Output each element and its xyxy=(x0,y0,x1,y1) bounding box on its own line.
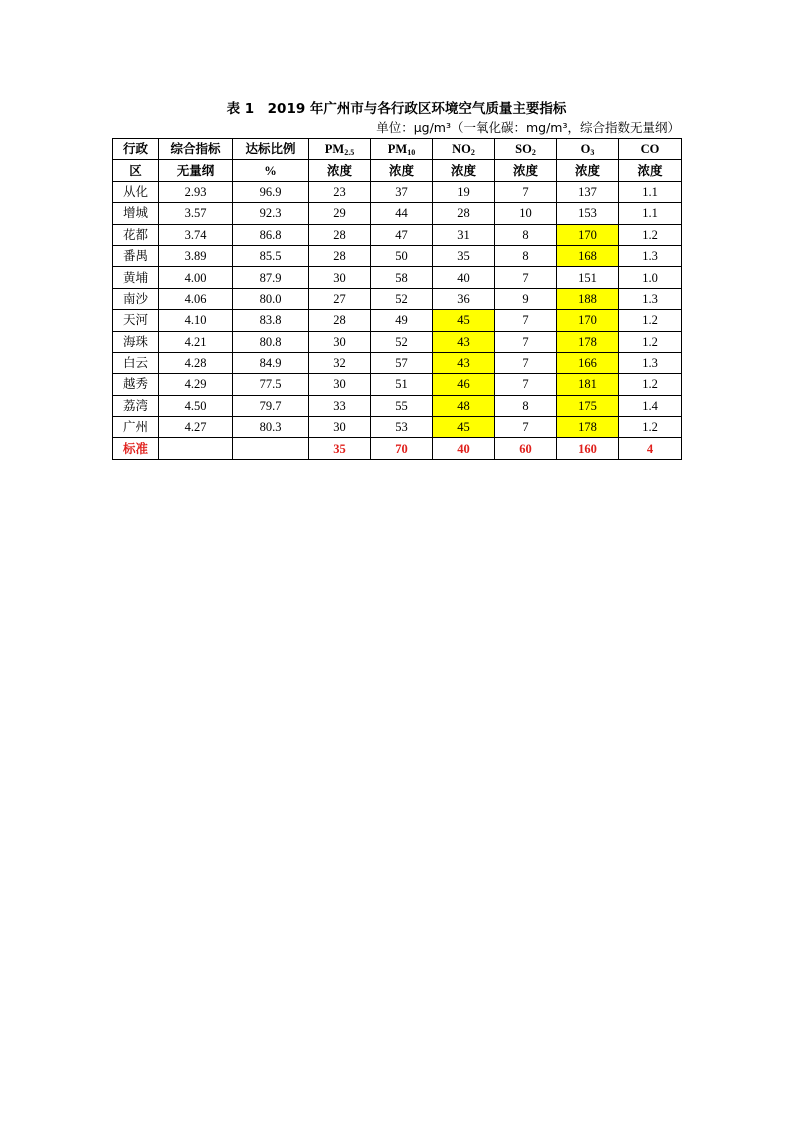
cell-o3: 153 xyxy=(557,203,619,224)
cell-co: 1.1 xyxy=(619,203,682,224)
cell-o3: 178 xyxy=(557,417,619,438)
cell-o3: 168 xyxy=(557,245,619,266)
cell-o3: 137 xyxy=(557,181,619,202)
table-row xyxy=(113,395,682,416)
table-row xyxy=(113,331,682,352)
cell-so2: 8 xyxy=(495,245,557,266)
table-title: 表 1 2019 年广州市与各行政区环境空气质量主要指标 xyxy=(226,101,567,117)
cell-compliance: 83.8 xyxy=(233,310,309,331)
cell-pm25: 29 xyxy=(309,203,371,224)
cell-co: 1.3 xyxy=(619,288,682,309)
cell-so2: 9 xyxy=(495,288,557,309)
cell-co: 1.2 xyxy=(619,331,682,352)
cell-district: 广州 xyxy=(113,417,159,438)
header-district-2: 区 xyxy=(113,160,159,181)
table-row xyxy=(113,224,682,245)
table-row xyxy=(113,245,682,266)
header-o3-base: O xyxy=(580,142,591,157)
standard-pm10: 70 xyxy=(371,438,433,459)
cell-composite: 4.00 xyxy=(159,267,233,288)
cell-so2: 7 xyxy=(495,417,557,438)
cell-composite: 4.06 xyxy=(159,288,233,309)
cell-district: 荔湾 xyxy=(113,395,159,416)
standard-o3: 160 xyxy=(557,438,619,459)
header-o3-sub: 3 xyxy=(590,148,595,158)
cell-no2: 36 xyxy=(433,288,495,309)
cell-composite: 3.89 xyxy=(159,245,233,266)
table-row xyxy=(113,181,682,202)
cell-co: 1.0 xyxy=(619,267,682,288)
cell-co: 1.4 xyxy=(619,395,682,416)
cell-composite: 4.29 xyxy=(159,374,233,395)
cell-district: 白云 xyxy=(113,352,159,373)
cell-compliance: 87.9 xyxy=(233,267,309,288)
header-so2-base: SO xyxy=(515,142,532,157)
cell-pm25: 30 xyxy=(309,267,371,288)
cell-co: 1.2 xyxy=(619,417,682,438)
cell-so2: 7 xyxy=(495,267,557,288)
header-no2-sub: 2 xyxy=(470,148,475,158)
cell-pm25: 28 xyxy=(309,245,371,266)
cell-pm25: 28 xyxy=(309,310,371,331)
header-so2 xyxy=(495,139,557,160)
cell-pm10: 49 xyxy=(371,310,433,331)
table-row xyxy=(113,288,682,309)
cell-o3: 175 xyxy=(557,395,619,416)
cell-so2: 10 xyxy=(495,203,557,224)
cell-pm10: 52 xyxy=(371,331,433,352)
header-co: CO xyxy=(619,139,682,160)
cell-pm25: 30 xyxy=(309,417,371,438)
cell-o3: 181 xyxy=(557,374,619,395)
header-composite-unit: 无量纲 xyxy=(159,160,233,181)
cell-pm25: 30 xyxy=(309,331,371,352)
cell-pm10: 44 xyxy=(371,203,433,224)
standard-so2: 60 xyxy=(495,438,557,459)
cell-so2: 8 xyxy=(495,395,557,416)
cell-compliance: 86.8 xyxy=(233,224,309,245)
cell-pm10: 52 xyxy=(371,288,433,309)
cell-composite: 4.27 xyxy=(159,417,233,438)
cell-compliance: 79.7 xyxy=(233,395,309,416)
cell-district: 花都 xyxy=(113,224,159,245)
cell-pm10: 55 xyxy=(371,395,433,416)
header-pm25 xyxy=(309,139,371,160)
cell-no2: 45 xyxy=(433,310,495,331)
cell-compliance: 96.9 xyxy=(233,181,309,202)
cell-no2: 19 xyxy=(433,181,495,202)
standard-no2: 40 xyxy=(433,438,495,459)
cell-pm25: 28 xyxy=(309,224,371,245)
cell-co: 1.2 xyxy=(619,224,682,245)
cell-co: 1.1 xyxy=(619,181,682,202)
header-so2-sub: 2 xyxy=(531,148,536,158)
cell-so2: 7 xyxy=(495,331,557,352)
cell-pm10: 37 xyxy=(371,181,433,202)
unit-note: 单位：μg/m³（一氧化碳：mg/m³，综合指数无量纲） xyxy=(376,120,680,135)
cell-pm10: 53 xyxy=(371,417,433,438)
cell-district: 南沙 xyxy=(113,288,159,309)
cell-co: 1.3 xyxy=(619,245,682,266)
cell-o3: 170 xyxy=(557,224,619,245)
cell-district: 海珠 xyxy=(113,331,159,352)
header-pm10-unit: 浓度 xyxy=(371,160,433,181)
cell-so2: 7 xyxy=(495,310,557,331)
cell-compliance: 85.5 xyxy=(233,245,309,266)
cell-compliance: 92.3 xyxy=(233,203,309,224)
cell-pm10: 51 xyxy=(371,374,433,395)
cell-o3: 166 xyxy=(557,352,619,373)
header-co-unit: 浓度 xyxy=(619,160,682,181)
header-row-1 xyxy=(113,139,682,160)
table-row xyxy=(113,374,682,395)
cell-compliance: 80.8 xyxy=(233,331,309,352)
cell-no2: 40 xyxy=(433,267,495,288)
standard-composite xyxy=(159,438,233,459)
cell-composite: 2.93 xyxy=(159,181,233,202)
cell-compliance: 84.9 xyxy=(233,352,309,373)
cell-so2: 7 xyxy=(495,181,557,202)
header-district: 行政 xyxy=(113,139,159,160)
header-no2-unit: 浓度 xyxy=(433,160,495,181)
cell-no2: 48 xyxy=(433,395,495,416)
cell-no2: 31 xyxy=(433,224,495,245)
cell-district: 从化 xyxy=(113,181,159,202)
cell-composite: 3.57 xyxy=(159,203,233,224)
cell-composite: 4.21 xyxy=(159,331,233,352)
standard-compliance xyxy=(233,438,309,459)
cell-pm10: 57 xyxy=(371,352,433,373)
cell-pm25: 23 xyxy=(309,181,371,202)
table-row xyxy=(113,417,682,438)
air-quality-table xyxy=(112,138,682,460)
cell-o3: 188 xyxy=(557,288,619,309)
cell-co: 1.3 xyxy=(619,352,682,373)
standard-label: 标准 xyxy=(113,438,159,459)
cell-compliance: 80.3 xyxy=(233,417,309,438)
cell-o3: 151 xyxy=(557,267,619,288)
cell-o3: 178 xyxy=(557,331,619,352)
cell-so2: 7 xyxy=(495,352,557,373)
cell-pm25: 27 xyxy=(309,288,371,309)
header-pm10-sub: 10 xyxy=(407,148,416,158)
header-composite: 综合指标 xyxy=(159,139,233,160)
cell-district: 番禺 xyxy=(113,245,159,266)
cell-pm10: 58 xyxy=(371,267,433,288)
cell-pm25: 33 xyxy=(309,395,371,416)
cell-no2: 43 xyxy=(433,352,495,373)
header-pm10 xyxy=(371,139,433,160)
cell-district: 越秀 xyxy=(113,374,159,395)
table-row xyxy=(113,203,682,224)
table-row xyxy=(113,310,682,331)
cell-pm10: 47 xyxy=(371,224,433,245)
header-compliance-unit: % xyxy=(233,160,309,181)
header-compliance: 达标比例 xyxy=(233,139,309,160)
header-pm25-sub: 2.5 xyxy=(344,148,355,158)
header-pm25-unit: 浓度 xyxy=(309,160,371,181)
cell-so2: 8 xyxy=(495,224,557,245)
cell-o3: 170 xyxy=(557,310,619,331)
header-no2-base: NO xyxy=(452,142,471,157)
cell-composite: 4.10 xyxy=(159,310,233,331)
cell-district: 增城 xyxy=(113,203,159,224)
cell-co: 1.2 xyxy=(619,310,682,331)
header-row-2 xyxy=(113,160,682,181)
cell-no2: 35 xyxy=(433,245,495,266)
header-o3 xyxy=(557,139,619,160)
header-o3-unit: 浓度 xyxy=(557,160,619,181)
cell-no2: 28 xyxy=(433,203,495,224)
cell-co: 1.2 xyxy=(619,374,682,395)
table-row xyxy=(113,267,682,288)
standard-pm25: 35 xyxy=(309,438,371,459)
cell-compliance: 77.5 xyxy=(233,374,309,395)
cell-pm25: 30 xyxy=(309,374,371,395)
table-row xyxy=(113,352,682,373)
cell-pm25: 32 xyxy=(309,352,371,373)
cell-district: 天河 xyxy=(113,310,159,331)
cell-pm10: 50 xyxy=(371,245,433,266)
cell-composite: 3.74 xyxy=(159,224,233,245)
header-pm25-base: PM xyxy=(324,142,345,157)
cell-composite: 4.28 xyxy=(159,352,233,373)
header-pm10-base: PM xyxy=(387,142,408,157)
standard-co: 4 xyxy=(619,438,682,459)
cell-compliance: 80.0 xyxy=(233,288,309,309)
cell-district: 黄埔 xyxy=(113,267,159,288)
header-no2 xyxy=(433,139,495,160)
standard-row xyxy=(113,438,682,459)
cell-no2: 45 xyxy=(433,417,495,438)
header-so2-unit: 浓度 xyxy=(495,160,557,181)
cell-composite: 4.50 xyxy=(159,395,233,416)
cell-no2: 46 xyxy=(433,374,495,395)
cell-no2: 43 xyxy=(433,331,495,352)
cell-so2: 7 xyxy=(495,374,557,395)
